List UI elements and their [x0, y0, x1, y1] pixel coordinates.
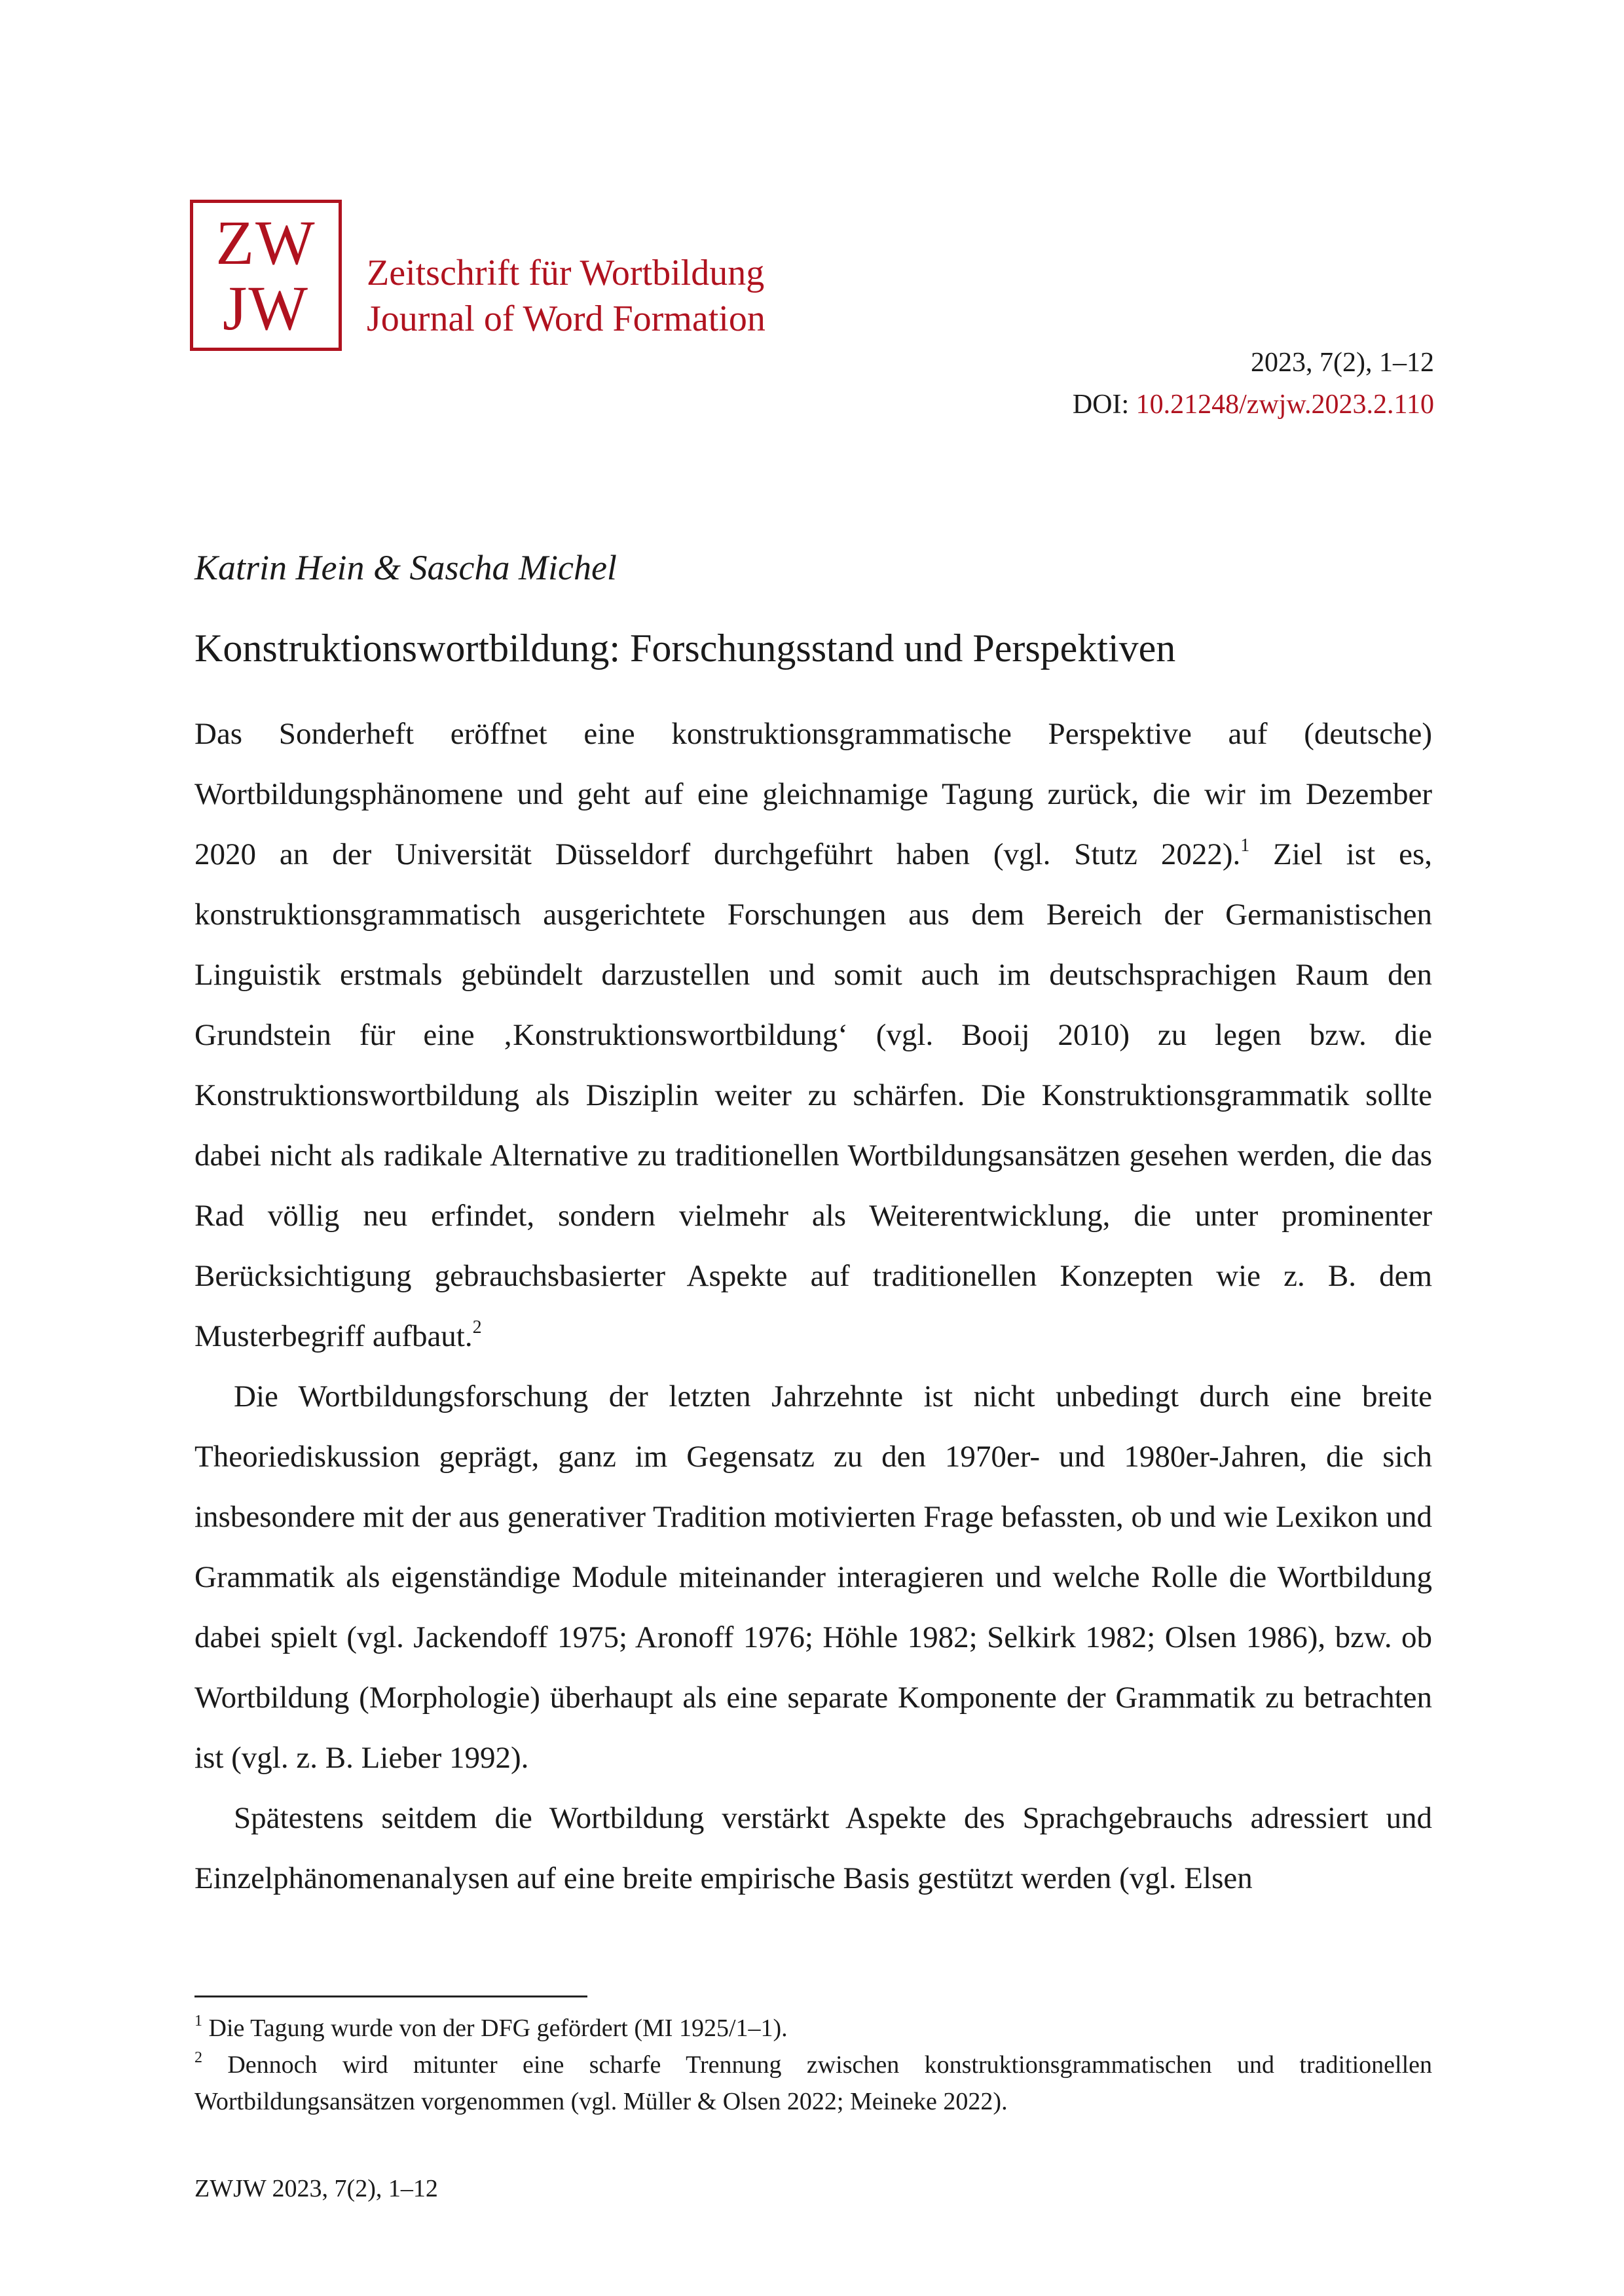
logo-line-2: JW: [223, 272, 309, 343]
journal-name: [367, 250, 766, 342]
footnote-mark-1: 1: [194, 2013, 202, 2030]
paragraph-3: Spätestens seitdem die Wortbildung verstärkt Aspekte des Sprachgebrauchs adressiert und Einzelphänomenanalysen auf eine breite empirische Basis gestützt werden (vgl. Elsen: [194, 1801, 1432, 1895]
logo-line-1: ZW: [215, 207, 316, 278]
journal-logo: [190, 200, 342, 351]
footnote-text-2: Dennoch wird mitunter eine scharfe Trennung zwischen konstruktionsgrammatischen und traditionellen Wortbildungsansätzen vorgenommen (vgl. Müller & Olsen 2022; Meineke 2022).: [194, 2051, 1432, 2115]
footnote-text-1: Die Tagung wurde von der DFG gefördert (MI 1925/1–1).: [202, 2014, 788, 2042]
page-footer: ZWJW 2023, 7(2), 1–12: [194, 2175, 438, 2202]
paragraph-1: [194, 704, 1432, 1366]
article-body: [194, 704, 1432, 1908]
footnote-divider: [194, 1995, 587, 1997]
footnote-mark-2: 2: [194, 2049, 202, 2066]
doi-label: DOI:: [1072, 390, 1136, 420]
citation-block: [1073, 342, 1434, 426]
paragraph-1-part-b: Ziel ist es, konstruktionsgrammatisch ausgerichtete Forschungen aus dem Bereich der Germanistischen Linguistik erstmals gebündelt darzustellen und somit auch im deutschsprachigen Raum den Grundstein für eine ‚Konstruktionswortbildung‘ (vgl. Booij 2010) zu legen bzw. die Konstruktionswortbildung als Disziplin weiter zu schärfen. Die Konstruktionsgrammatik sollte dabei nicht als radikale Alternative zu traditionellen Wortbildungsansätzen gesehen werden, die das Rad völlig neu erfindet, sondern vielmehr als Weiterentwicklung, die unter prominenter Berücksichtigung gebrauchsbasierter Aspekte auf traditionellen Konzepten wie z. B. dem Musterbegriff aufbaut.: [194, 837, 1433, 1353]
paragraph-1-part-a: Das Sonderheft eröffnet eine konstruktionsgrammatische Perspektive auf (deutsche) Wortbildungsphänomene und geht auf eine gleichnamige Tagung zurück, die wir im Dezember 2020 an der Universität Düsseldorf durchgeführt haben (vgl. Stutz 2022).: [194, 717, 1432, 871]
article-authors: Katrin Hein & Sascha Michel: [194, 548, 617, 587]
doi-line: [1073, 384, 1434, 426]
article-title: Konstruktionswortbildung: Forschungsstand und Perspektiven: [194, 627, 1176, 670]
journal-name-english: Journal of Word Formation: [367, 299, 766, 339]
footnote-2: [194, 2047, 1432, 2120]
footnote-ref-2[interactable]: 2: [472, 1317, 482, 1338]
paragraph-2: Die Wortbildungsforschung der letzten Jahrzehnte ist nicht unbedingt durch eine breite Theoriediskussion geprägt, ganz im Gegensatz zu den 1970er- und 1980er-Jahren, die sich insbesondere mit der aus generativer Tradition motivierten Frage befassten, ob und wie Lexikon und Grammatik als eigenständige Module miteinander interagieren und welche Rolle die Wortbildung dabei spielt (vgl. Jackendoff 1975; Aronoff 1976; Höhle 1982; Selkirk 1982; Olsen 1986), bzw. ob Wortbildung (Morphologie) überhaupt als eine separate Komponente der Grammatik zu betrachten ist (vgl. z. B. Lieber 1992).: [194, 1379, 1433, 1775]
doi-link[interactable]: 10.21248/zwjw.2023.2.110: [1135, 390, 1434, 420]
issue-citation: 2023, 7(2), 1–12: [1251, 348, 1434, 378]
journal-name-german: Zeitschrift für Wortbildung: [367, 253, 765, 293]
footnote-1: [194, 2010, 1432, 2047]
footnotes: [194, 2010, 1432, 2120]
footnote-ref-1[interactable]: 1: [1240, 835, 1250, 856]
